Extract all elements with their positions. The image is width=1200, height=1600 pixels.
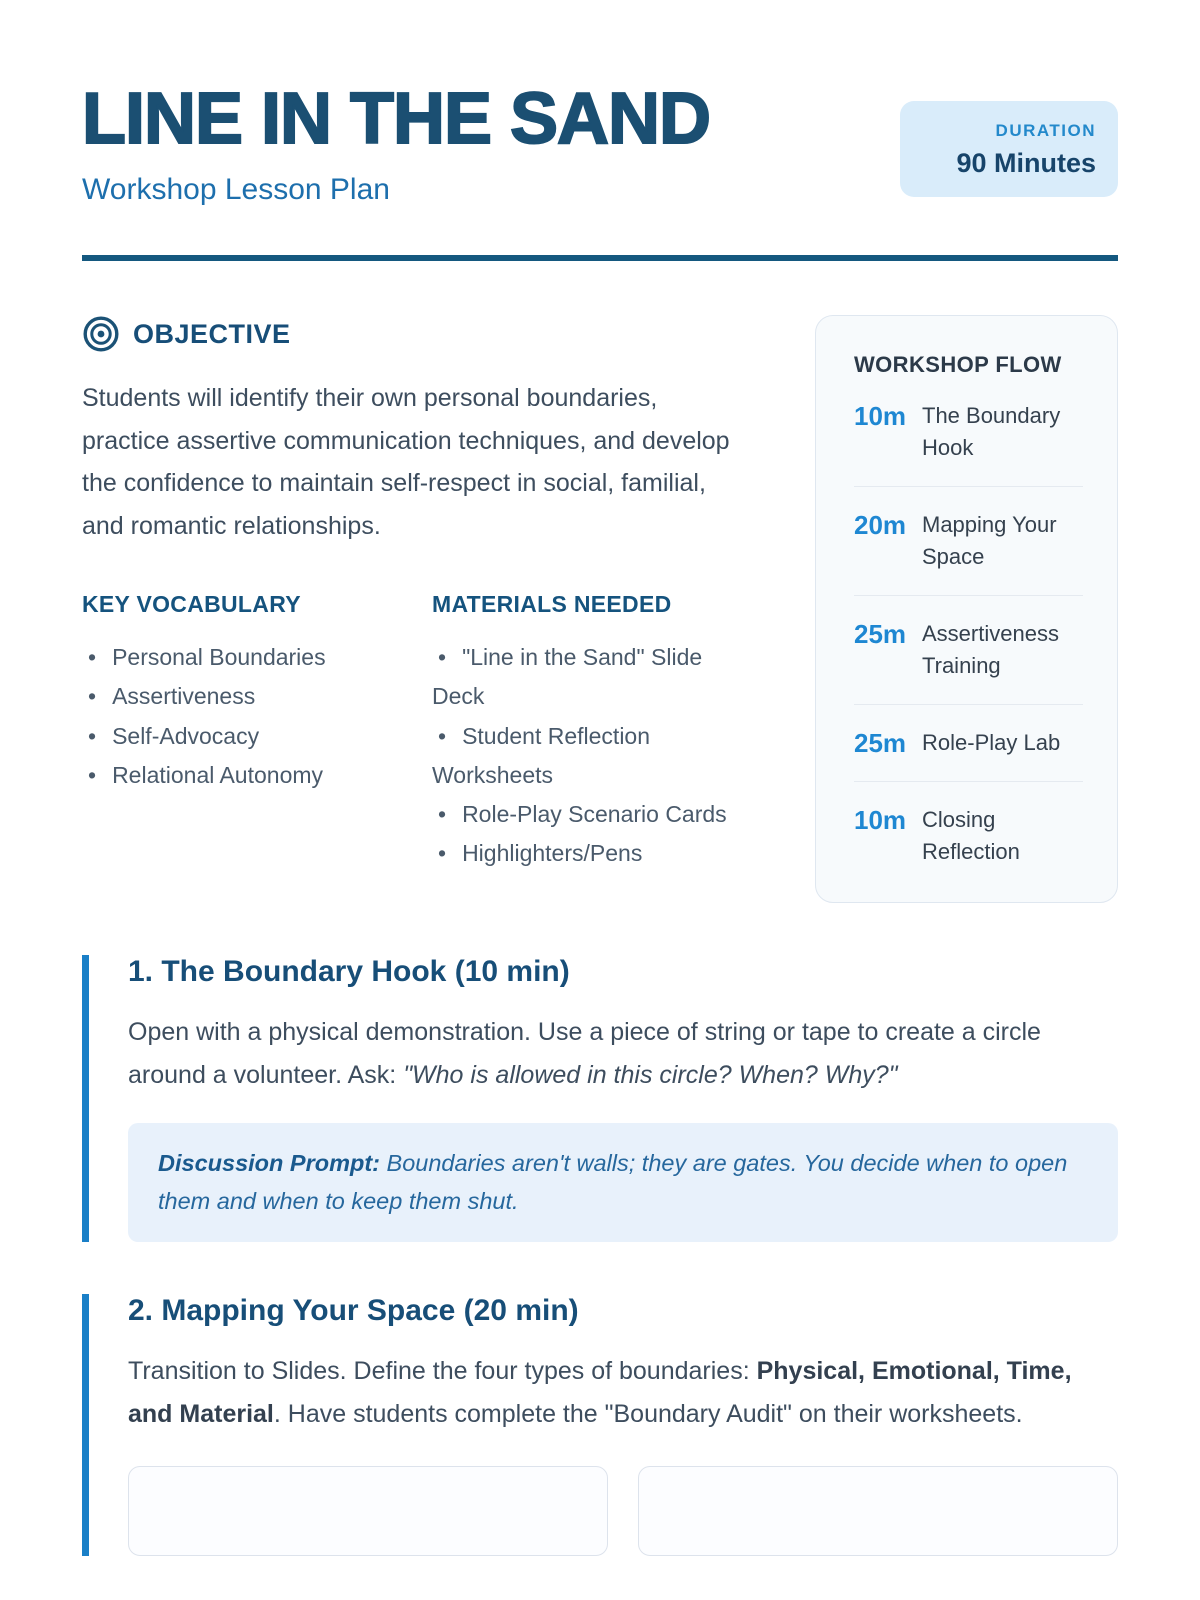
section-body bbox=[128, 1011, 1088, 1097]
bullet-icon: • bbox=[438, 839, 447, 866]
discussion-prompt-box bbox=[128, 1123, 1118, 1242]
list-item-label: Personal Boundaries bbox=[112, 644, 326, 671]
document-header bbox=[82, 79, 1118, 207]
list-item bbox=[82, 677, 432, 716]
header-divider bbox=[82, 255, 1118, 261]
list-item-label: Highlighters/Pens bbox=[462, 839, 643, 866]
section-heading: 1. The Boundary Hook (10 min) bbox=[128, 955, 570, 989]
prompt-label: Discussion Prompt: bbox=[158, 1150, 380, 1177]
duration-label: DURATION bbox=[995, 121, 1096, 140]
list-item bbox=[432, 834, 744, 873]
bullet-icon: • bbox=[438, 644, 447, 671]
list-item-label: Role-Play Scenario Cards bbox=[462, 800, 727, 827]
list-item-label: Student Reflection Worksheets bbox=[432, 722, 651, 788]
cutoff-card-right bbox=[638, 1466, 1118, 1556]
bullet-icon: • bbox=[438, 722, 447, 749]
section-mapping-your-space bbox=[82, 1294, 1118, 1556]
cutoff-card-row bbox=[128, 1466, 1118, 1556]
body-text: Open with a physical demonstration. Use a piece of string or tape to create a circle around a volunteer. Ask: bbox=[128, 1018, 1041, 1090]
flow-item-time: 10m bbox=[854, 805, 907, 836]
page-title: LINE IN THE SAND bbox=[82, 79, 711, 159]
duration-badge bbox=[900, 101, 1118, 197]
flow-item-time: 25m bbox=[854, 618, 907, 649]
workshop-flow-card bbox=[815, 315, 1118, 903]
flow-item-time: 10m bbox=[854, 401, 907, 432]
objective-column bbox=[82, 315, 747, 873]
flow-divider bbox=[854, 486, 1083, 487]
list-item-label: Assertiveness bbox=[112, 683, 256, 710]
list-item bbox=[82, 717, 432, 756]
bullet-icon: • bbox=[88, 761, 97, 788]
list-item-label: Self-Advocacy bbox=[112, 722, 260, 749]
bullet-icon: • bbox=[88, 722, 97, 749]
flow-item-label: Role-Play Lab bbox=[922, 729, 1061, 755]
key-vocabulary-list bbox=[82, 638, 432, 794]
main-content bbox=[82, 315, 1118, 903]
objective-header bbox=[82, 315, 747, 353]
flow-item-label: Assertiveness Training bbox=[922, 620, 1059, 678]
list-item bbox=[432, 638, 744, 716]
title-block bbox=[82, 79, 711, 207]
flow-item-time: 20m bbox=[854, 510, 907, 541]
key-vocabulary-section bbox=[82, 591, 432, 873]
boundary-types-bold: Physical, Emotional, Time, and Material bbox=[128, 1357, 1072, 1429]
workshop-flow-heading: WORKSHOP FLOW bbox=[854, 352, 1062, 378]
duration-value: 90 Minutes bbox=[956, 148, 1096, 178]
body-text: . Have students complete the "Boundary Audit" on their worksheets. bbox=[273, 1400, 1023, 1429]
bullet-icon: • bbox=[438, 800, 447, 827]
flow-item-label: Closing Reflection bbox=[922, 807, 1020, 865]
list-item bbox=[432, 717, 744, 795]
flow-item bbox=[854, 509, 1083, 573]
list-item bbox=[82, 756, 432, 795]
flow-item bbox=[854, 727, 1083, 760]
materials-needed-section bbox=[432, 591, 744, 873]
flow-item bbox=[854, 400, 1083, 464]
list-item-label: "Line in the Sand" Slide Deck bbox=[432, 644, 703, 710]
section-body bbox=[128, 1350, 1088, 1436]
list-item bbox=[82, 638, 432, 677]
flow-divider bbox=[854, 704, 1083, 705]
flow-item bbox=[854, 804, 1083, 868]
flow-item bbox=[854, 618, 1083, 682]
flow-divider bbox=[854, 781, 1083, 782]
flow-item-label: Mapping Your Space bbox=[922, 512, 1057, 570]
quoted-question: "Who is allowed in this circle? When? Why?" bbox=[403, 1061, 898, 1090]
materials-needed-list bbox=[432, 638, 744, 873]
page-subtitle: Workshop Lesson Plan bbox=[82, 173, 390, 207]
key-vocabulary-heading: KEY VOCABULARY bbox=[82, 591, 301, 618]
objective-text: Students will identify their own personal boundaries, practice assertive communication techniques, and develop the confidence to maintain self-respect in social, familial, and romantic relationships. bbox=[82, 384, 730, 540]
vocab-materials-row bbox=[82, 591, 747, 873]
objective-heading: OBJECTIVE bbox=[133, 318, 291, 349]
bullet-icon: • bbox=[88, 683, 97, 710]
flow-item-time: 25m bbox=[854, 727, 907, 758]
target-icon bbox=[82, 315, 120, 353]
cutoff-card-left bbox=[128, 1466, 608, 1556]
body-text: Transition to Slides. Define the four types of boundaries: bbox=[128, 1357, 757, 1386]
materials-needed-heading: MATERIALS NEEDED bbox=[432, 591, 672, 618]
flow-item-label: The Boundary Hook bbox=[922, 403, 1061, 461]
section-heading: 2. Mapping Your Space (20 min) bbox=[128, 1294, 579, 1328]
flow-divider bbox=[854, 595, 1083, 596]
section-boundary-hook bbox=[82, 955, 1118, 1242]
prompt-text: Boundaries aren't walls; they are gates. You decide when to open them and when to keep them shut. bbox=[158, 1150, 1068, 1214]
list-item bbox=[432, 795, 744, 834]
list-item-label: Relational Autonomy bbox=[112, 761, 324, 788]
bullet-icon: • bbox=[88, 644, 97, 671]
